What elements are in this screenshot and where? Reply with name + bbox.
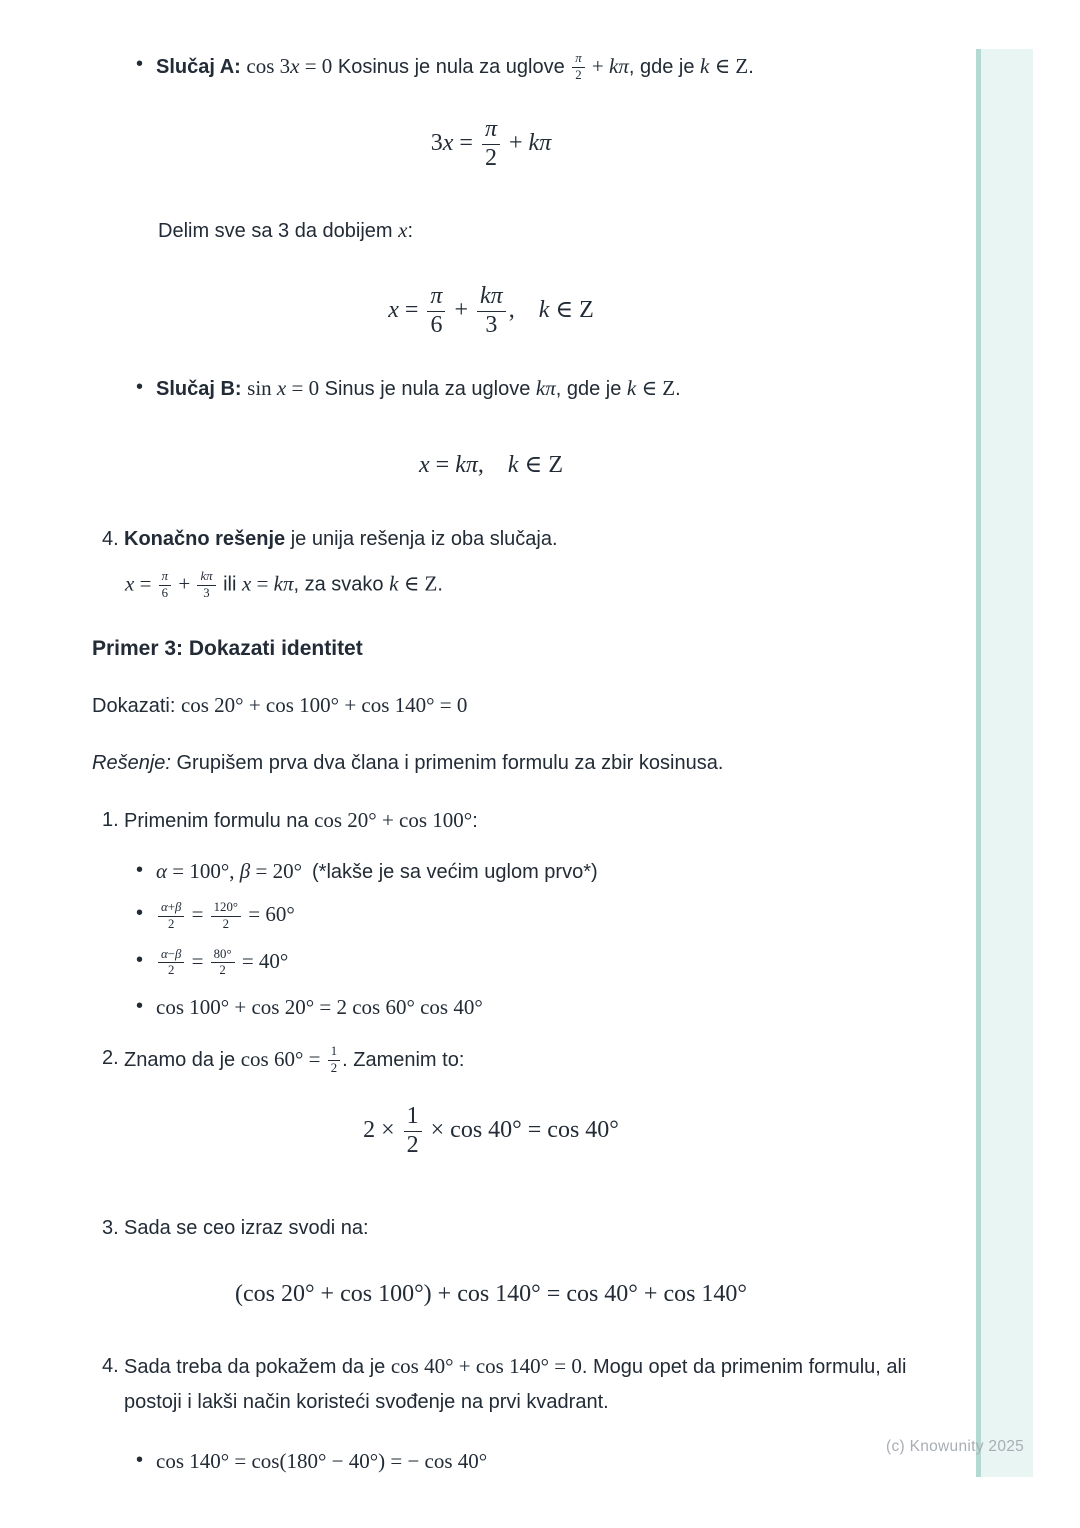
final-solution-inline: x = $\frac{\pi}{6}$ + $\frac{k\pi}{3}$ ili x = kπ, za svako k ∈ Z. bbox=[125, 569, 443, 601]
bullet-cos140-reduction bbox=[92, 1448, 954, 1475]
step-2-text: Znamo da je cos 60° = $\frac{1}{2}$ . Zamenim to: bbox=[124, 1044, 465, 1075]
step-1-text: Primenim formulu na cos 20° + cos 100°: bbox=[124, 807, 478, 832]
step-2 bbox=[92, 1045, 954, 1076]
bullet-half-diff bbox=[92, 948, 954, 979]
equation-x-kpi: x = kπ, k ∈ Z bbox=[419, 452, 563, 479]
bullet-icon: • bbox=[136, 858, 144, 881]
step-1 bbox=[92, 807, 954, 834]
bullet-icon: • bbox=[136, 1448, 144, 1471]
step-number: 2. bbox=[102, 1047, 119, 1070]
half-diff-text: $\frac{\alpha-\beta}{2}$ = $\frac{80^\circ}{2}$ = 40° bbox=[156, 951, 288, 973]
bullet-icon: • bbox=[136, 376, 144, 399]
heading-primer-3: Primer 3: Dokazati identitet bbox=[92, 636, 363, 660]
sum-formula-text: cos 100° + cos 20° = 2 cos 60° cos 40° bbox=[156, 995, 483, 1020]
bullet-icon: • bbox=[136, 948, 144, 971]
bullet-icon: • bbox=[136, 53, 144, 75]
step-4-text: Sada treba da pokažem da je cos 40° + cos 140° = 0. Mogu opet da primenim formulu, ali postoji i lakši način koristeći svođenje na prvi kvadrant. bbox=[124, 1353, 907, 1413]
cos140-reduction-text: cos 140° = cos(180° − 40°) = − cos 40° bbox=[156, 1448, 488, 1473]
half-sum-text: $\frac{\alpha+\beta}{2}$ = $\frac{120^\circ}{2}$ = 60° bbox=[156, 904, 295, 926]
equation-3x-pi2: 3x = $\frac{\pi}{2}$ + kπ bbox=[430, 115, 552, 171]
equation-reduced: (cos 20° + cos 100°) + cos 140° = cos 40° + cos 140° bbox=[234, 1280, 748, 1307]
line-dokazati: Dokazati: cos 20° + cos 100° + cos 140° = 0 bbox=[92, 692, 468, 717]
paragraph-divide-by-3: Delim sve sa 3 da dobijem x: bbox=[158, 218, 413, 243]
step-number: 3. bbox=[102, 1216, 119, 1239]
final-solution-text: Konačno rešenje je unija rešenja iz oba slučaja. bbox=[124, 528, 558, 551]
step-4 bbox=[92, 1349, 954, 1420]
case-a-text: Slučaj A: cos 3x = 0 Kosinus je nula za uglove $\frac{\pi}{2}$ + kπ, gde je k ∈ Z. bbox=[156, 51, 754, 82]
alpha-beta-text: α = 100°, β = 20° (*lakše je sa većim uglom prvo*) bbox=[156, 858, 598, 883]
line-resenje: Rešenje: Grupišem prva dva člana i primenim formulu za zbir kosinusa. bbox=[92, 751, 724, 774]
equation-x-pi6: x = $\frac{\pi}{6}$ + $\frac{k\pi}{3}$ , k ∈ Z bbox=[388, 283, 594, 339]
equation-2-half-cos40: 2 × $\frac{1}{2}$ × cos 40° = cos 40° bbox=[363, 1102, 619, 1158]
step-3 bbox=[92, 1215, 954, 1241]
bullet-alpha-beta bbox=[92, 858, 954, 885]
decorative-stripe bbox=[976, 49, 1033, 1477]
step-number: 4. bbox=[102, 528, 119, 551]
case-b-text: Slučaj B: sin x = 0 Sinus je nula za uglove kπ, gde je k ∈ Z. bbox=[156, 376, 681, 401]
step-number: 4. bbox=[102, 1354, 119, 1377]
bullet-half-sum bbox=[92, 901, 954, 932]
step-number: 1. bbox=[102, 808, 119, 831]
bullet-icon: • bbox=[136, 901, 144, 924]
step-final-solution bbox=[92, 526, 954, 552]
step-3-text: Sada se ceo izraz svodi na: bbox=[124, 1216, 369, 1239]
bullet-sum-formula bbox=[92, 994, 954, 1021]
bullet-case-b bbox=[92, 375, 954, 402]
document-content bbox=[92, 0, 954, 1475]
watermark: (c) Knowunity 2025 bbox=[886, 1438, 1025, 1455]
bullet-icon: • bbox=[136, 995, 144, 1018]
bullet-case-a bbox=[92, 52, 954, 83]
